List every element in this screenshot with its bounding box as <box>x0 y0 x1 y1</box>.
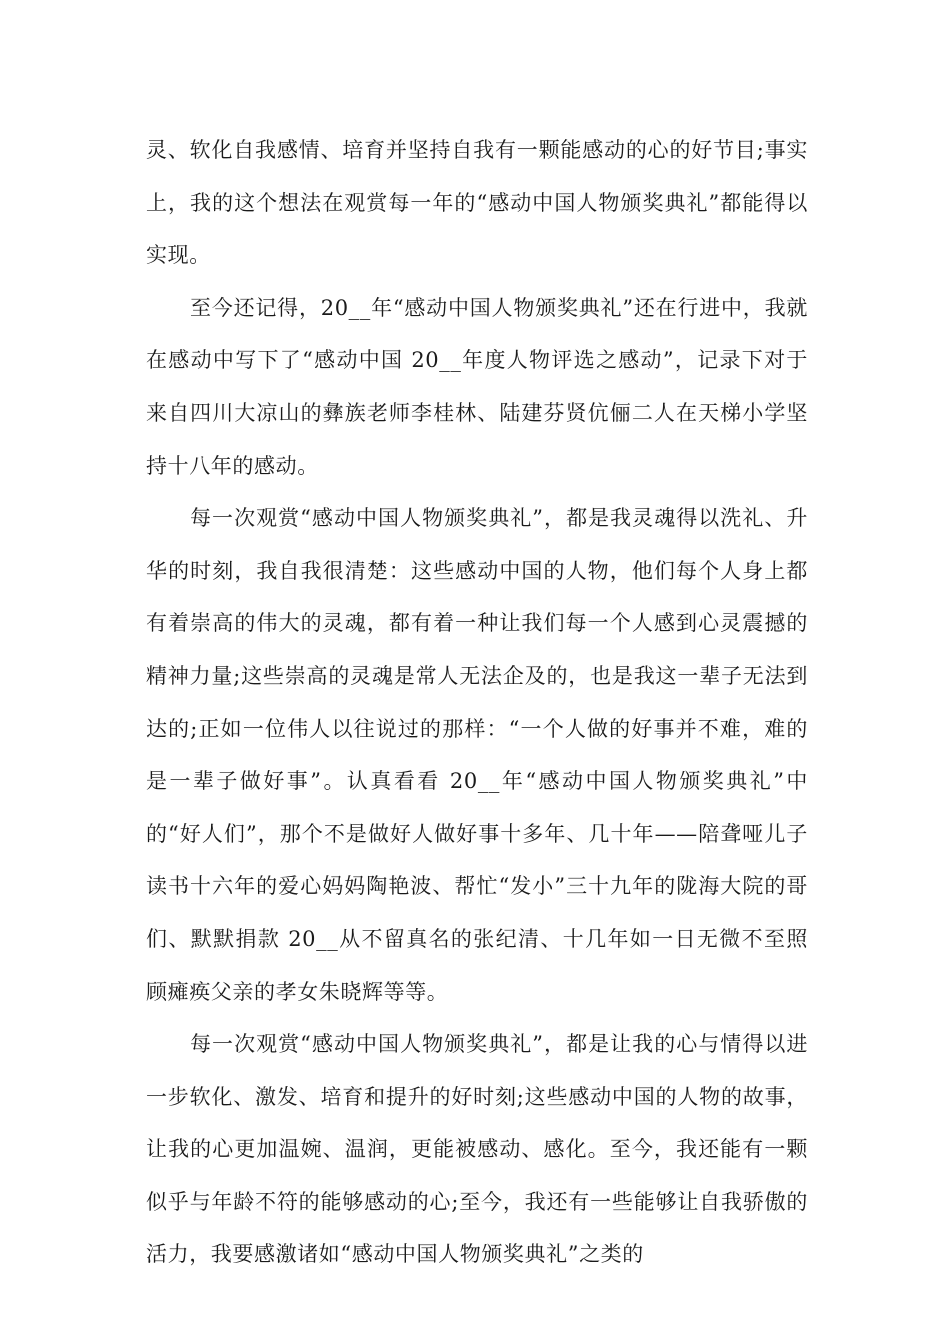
paragraph-2: 至今还记得，20__年“感动中国人物颁奖典礼”还在行进中，我就在感动中写下了“感动中国 20__年度人物评选之感动”，记录下对于来自四川大凉山的彝族老师李桂林、陆建芬贤伉俪二人在天梯小学坚持十八年的感动。 <box>146 295 808 478</box>
document-body <box>146 124 808 1281</box>
paragraph-4: 每一次观赏“感动中国人物颁奖典礼”，都是让我的心与情得以进一步软化、激发、培育和提升的好时刻;这些感动中国的人物的故事，让我的心更加温婉、温润，更能被感动、感化。至今，我还能有一颗似乎与年龄不符的能够感动的心;至今，我还有一些能够让自我骄傲的活力，我要感激诸如“感动中国人物颁奖典礼”之类的 <box>146 1032 808 1267</box>
paragraph-3: 每一次观赏“感动中国人物颁奖典礼”，都是我灵魂得以洗礼、升华的时刻，我自我很清楚：这些感动中国的人物，他们每个人身上都有着崇高的伟大的灵魂，都有着一种让我们每一个人感到心灵震撼的精神力量;这些崇高的灵魂是常人无法企及的，也是我这一辈子无法到达的;正如一位伟人以往说过的那样：“一个人做的好事并不难，难的是一辈子做好事”。认真看看 20__年“感动中国人物颁奖典礼”中的“好人们”，那个不是做好人做好事十多年、几十年——陪聋哑儿子读书十六年的爱心妈妈陶艳波、帮忙“发小”三十九年的陇海大院的哥们、默默捐款 20__从不留真名的张纪清、十几年如一日无微不至照顾瘫痪父亲的孝女朱晓辉等等。 <box>146 506 808 1004</box>
paragraph-1: 灵、软化自我感情、培育并坚持自我有一颗能感动的心的好节目;事实上，我的这个想法在观赏每一年的“感动中国人物颁奖典礼”都能得以实现。 <box>146 138 808 268</box>
